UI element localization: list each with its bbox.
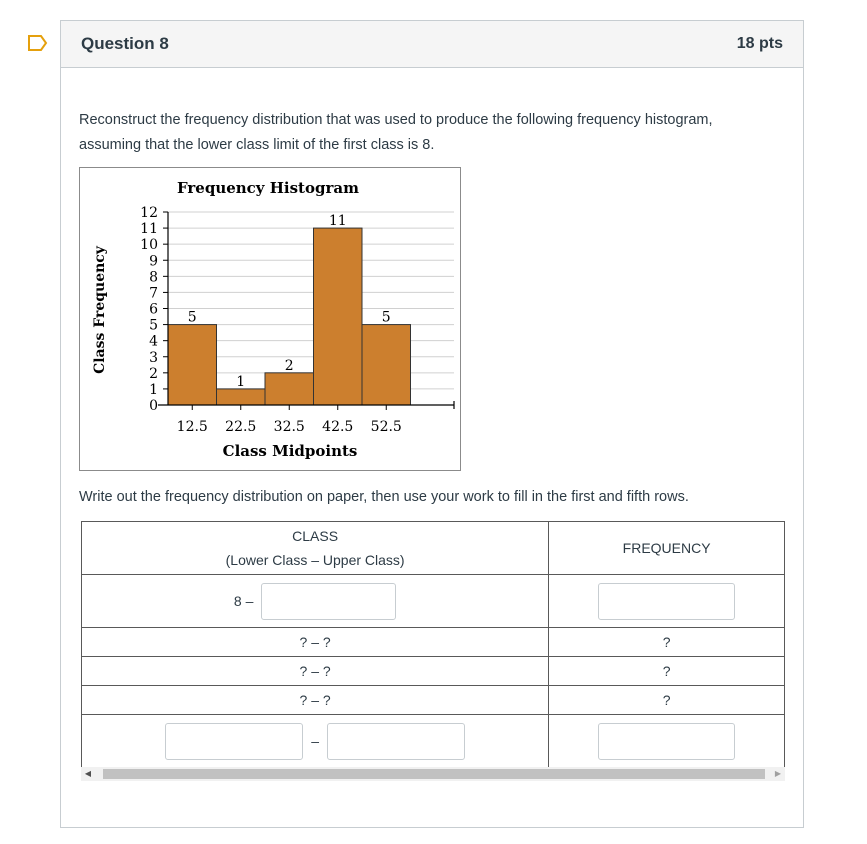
y-tick-label: 11 [140, 221, 158, 238]
row4-frequency: ? [549, 686, 785, 715]
question-header [61, 21, 803, 68]
table-row-5 [82, 715, 785, 768]
y-tick-label: 7 [149, 285, 158, 302]
chart-xlabel: Class Midpoints [222, 442, 358, 460]
y-tick-label: 6 [149, 301, 158, 318]
y-tick-label: 1 [149, 381, 158, 398]
histogram-bar [362, 325, 411, 405]
y-tick-label: 4 [149, 333, 158, 350]
row5-frequency-input[interactable] [598, 723, 735, 760]
scrollbar-thumb[interactable] [103, 769, 765, 779]
class-header-line2: (Lower Class – Upper Class) [225, 552, 405, 568]
class-header-line1: CLASS [292, 528, 339, 544]
chart-title: Frequency Histogram [177, 179, 359, 197]
y-tick-label: 10 [140, 237, 158, 254]
bar-data-label: 2 [284, 357, 294, 374]
table-row [82, 657, 785, 686]
y-tick-label: 5 [149, 317, 158, 334]
histogram-bar [265, 373, 314, 405]
row5-class-cell [82, 715, 549, 768]
question-title: Question 8 [81, 34, 169, 53]
x-tick-label: 52.5 [370, 419, 402, 435]
bar-data-label: 1 [236, 373, 246, 390]
question-points: 18 pts [736, 35, 783, 52]
table-row [82, 628, 785, 657]
question-prompt-line1: Reconstruct the frequency distribution that was used to produce the following frequency histogram, [79, 112, 713, 128]
y-tick-label: 9 [149, 253, 158, 270]
table-header-row [82, 522, 785, 575]
bookmark-flag-icon[interactable] [28, 35, 48, 51]
x-tick-label: 22.5 [225, 419, 257, 435]
x-tick-label: 32.5 [273, 419, 305, 435]
y-tick-label: 2 [149, 365, 158, 382]
x-tick-label: 42.5 [322, 419, 354, 435]
triangle-right-icon[interactable]: ▶ [774, 769, 782, 778]
bar-data-label: 5 [187, 309, 197, 326]
question-card [60, 20, 804, 828]
row5-dash: – [311, 733, 319, 749]
frequency-table [81, 521, 785, 768]
row3-frequency: ? [549, 657, 785, 686]
class-header [82, 522, 549, 575]
row1-class-cell [82, 575, 549, 628]
chart-ylabel: Class Frequency [92, 246, 108, 374]
histogram-bar [217, 389, 266, 405]
histogram-bar [314, 228, 363, 405]
row4-class: ? – ? [82, 686, 549, 715]
y-tick-label: 0 [149, 398, 158, 414]
row1-frequency-input[interactable] [598, 583, 735, 620]
row2-class: ? – ? [82, 628, 549, 657]
row3-class: ? – ? [82, 657, 549, 686]
row2-frequency: ? [549, 628, 785, 657]
row1-lower-limit: 8 – [233, 593, 254, 609]
y-tick-label: 8 [149, 269, 158, 286]
x-tick-label: 12.5 [176, 419, 208, 435]
frequency-histogram [79, 167, 461, 471]
row5-upper-limit-input[interactable] [327, 723, 465, 760]
row1-frequency-cell [549, 575, 785, 628]
row1-upper-limit-input[interactable] [261, 583, 396, 620]
frequency-header: FREQUENCY [549, 522, 785, 575]
instruction-text: Write out the frequency distribution on paper, then use your work to fill in the first and fifth rows. [79, 489, 689, 505]
question-prompt-line2: assuming that the lower class limit of the first class is 8. [79, 137, 435, 153]
row5-lower-limit-input[interactable] [165, 723, 303, 760]
histogram-bar [168, 325, 217, 405]
table-row [82, 686, 785, 715]
horizontal-scrollbar[interactable] [81, 767, 785, 781]
table-row-1 [82, 575, 785, 628]
y-tick-label: 12 [140, 205, 158, 221]
y-tick-label: 3 [149, 349, 158, 366]
bar-data-label: 5 [381, 309, 391, 326]
bar-data-label: 11 [328, 213, 347, 230]
triangle-left-icon[interactable]: ◀ [84, 769, 92, 778]
row5-frequency-cell [549, 715, 785, 768]
